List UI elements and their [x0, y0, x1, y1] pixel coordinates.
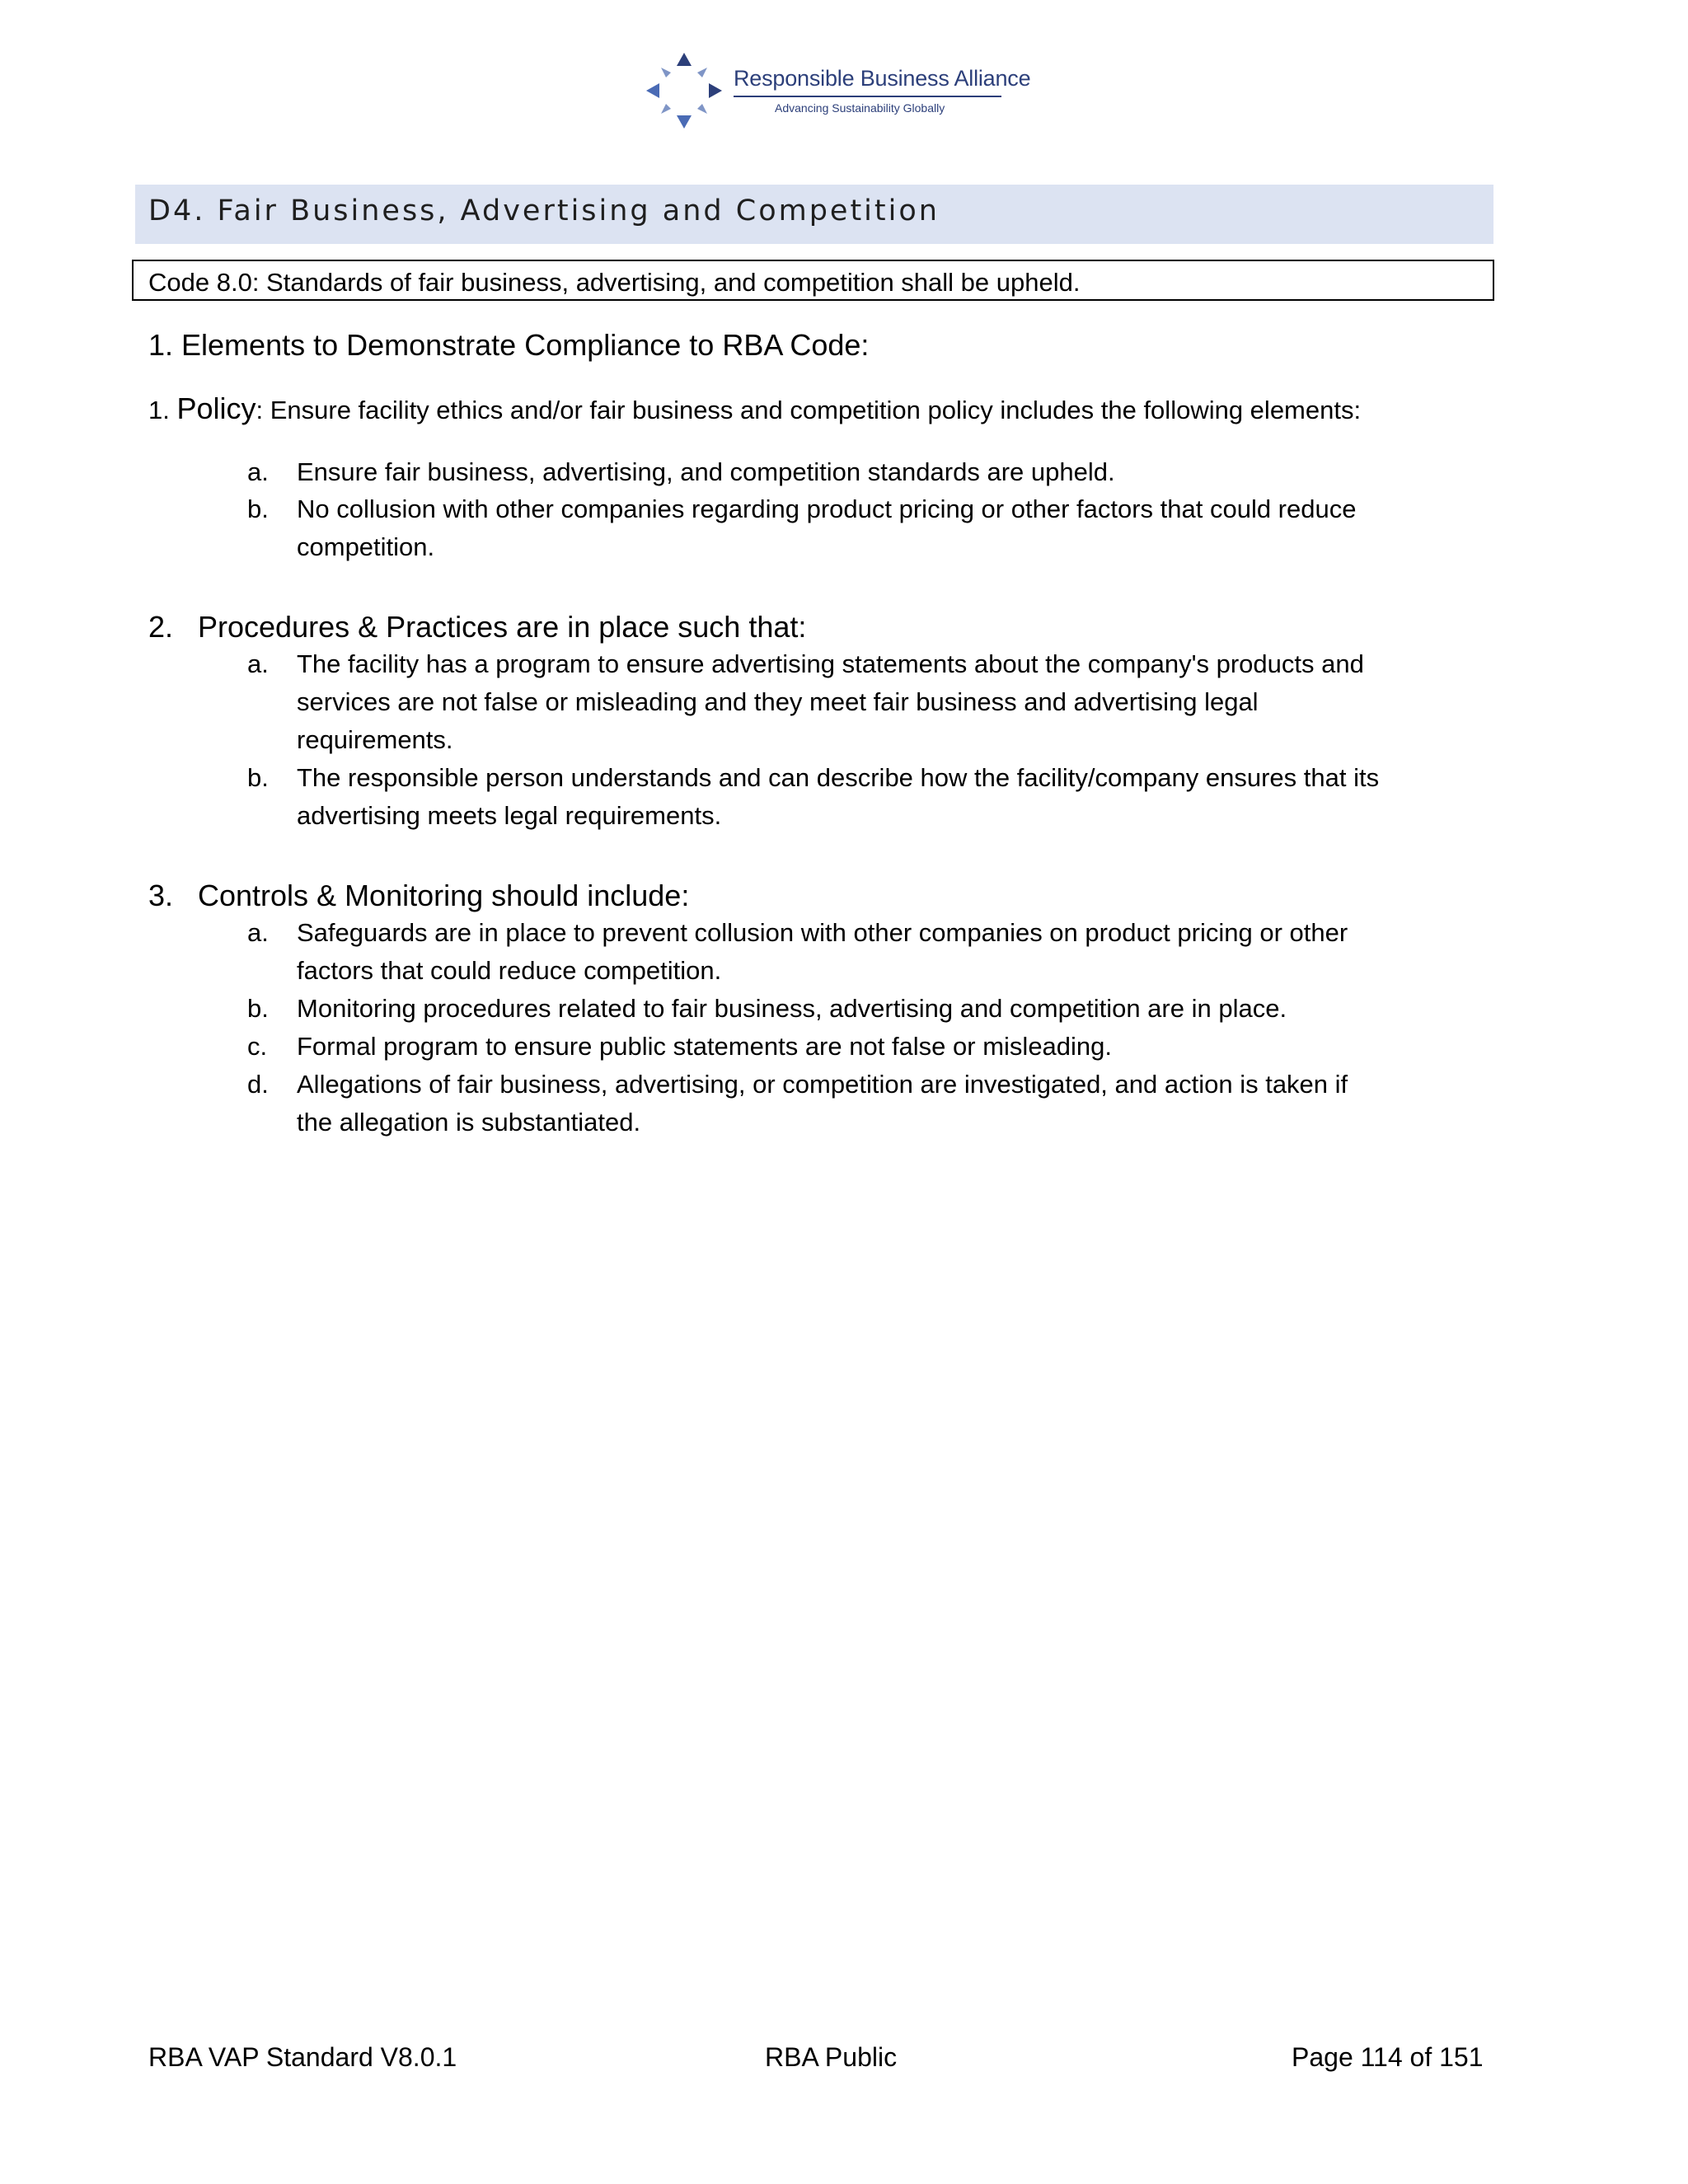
- logo-title: Responsible Business Alliance: [734, 66, 1031, 91]
- list-item-text: Allegations of fair business, advertising, or competition are investigated, and action is taken if: [297, 1070, 1348, 1099]
- list-item-text: factors that could reduce competition.: [297, 956, 722, 985]
- list-marker: d.: [247, 1070, 269, 1099]
- controls-heading: Controls & Monitoring should include:: [198, 879, 690, 912]
- policy-number: 1.: [148, 396, 177, 424]
- rba-compass-logo-icon: [643, 49, 725, 132]
- list-item-text: Safeguards are in place to prevent collusion with other companies on product pricing or other: [297, 918, 1348, 947]
- list-marker: c.: [247, 1032, 268, 1061]
- elements-heading: 1. Elements to Demonstrate Compliance to RBA Code:: [148, 328, 870, 362]
- list-item-text: advertising meets legal requirements.: [297, 801, 722, 830]
- footer-left: RBA VAP Standard V8.0.1: [148, 2042, 457, 2072]
- logo-tagline: Advancing Sustainability Globally: [775, 101, 945, 115]
- list-marker: b.: [247, 494, 269, 523]
- list-item-text: No collusion with other companies regarding product pricing or other factors that could reduce: [297, 494, 1357, 523]
- list-item-text: Ensure fair business, advertising, and competition standards are upheld.: [297, 457, 1115, 486]
- list-marker: b.: [247, 763, 269, 792]
- policy-text: : Ensure facility ethics and/or fair business and competition policy includes the following elements:: [256, 396, 1362, 424]
- list-item-text: Formal program to ensure public statements are not false or misleading.: [297, 1032, 1113, 1061]
- footer-page-number: Page 114 of 151: [1292, 2042, 1484, 2072]
- list-item-text: the allegation is substantiated.: [297, 1108, 641, 1137]
- list-item-text: services are not false or misleading and they meet fair business and advertising legal: [297, 687, 1259, 716]
- rba-logo: [643, 49, 1031, 132]
- logo-divider: [734, 96, 1001, 97]
- policy-label: Policy: [176, 391, 256, 425]
- code-statement: Code 8.0: Standards of fair business, advertising, and competition shall be upheld.: [148, 268, 1081, 297]
- list-item-text: competition.: [297, 532, 435, 561]
- list-marker: a.: [247, 649, 269, 678]
- list-marker: a.: [247, 918, 269, 947]
- policy-statement: [148, 391, 1361, 426]
- list-marker: b.: [247, 994, 269, 1023]
- list-marker: a.: [247, 457, 269, 486]
- footer-center: RBA Public: [765, 2042, 898, 2072]
- controls-number: 3.: [148, 879, 174, 912]
- procedures-heading: Procedures & Practices are in place such that:: [198, 610, 807, 644]
- list-item-text: requirements.: [297, 725, 453, 754]
- list-item-text: Monitoring procedures related to fair business, advertising and competition are in place.: [297, 994, 1287, 1023]
- section-title: D4. Fair Business, Advertising and Competition: [148, 194, 940, 227]
- list-item-text: The facility has a program to ensure advertising statements about the company's products and: [297, 649, 1364, 678]
- procedures-number: 2.: [148, 610, 174, 644]
- list-item-text: The responsible person understands and can describe how the facility/company ensures that its: [297, 763, 1380, 792]
